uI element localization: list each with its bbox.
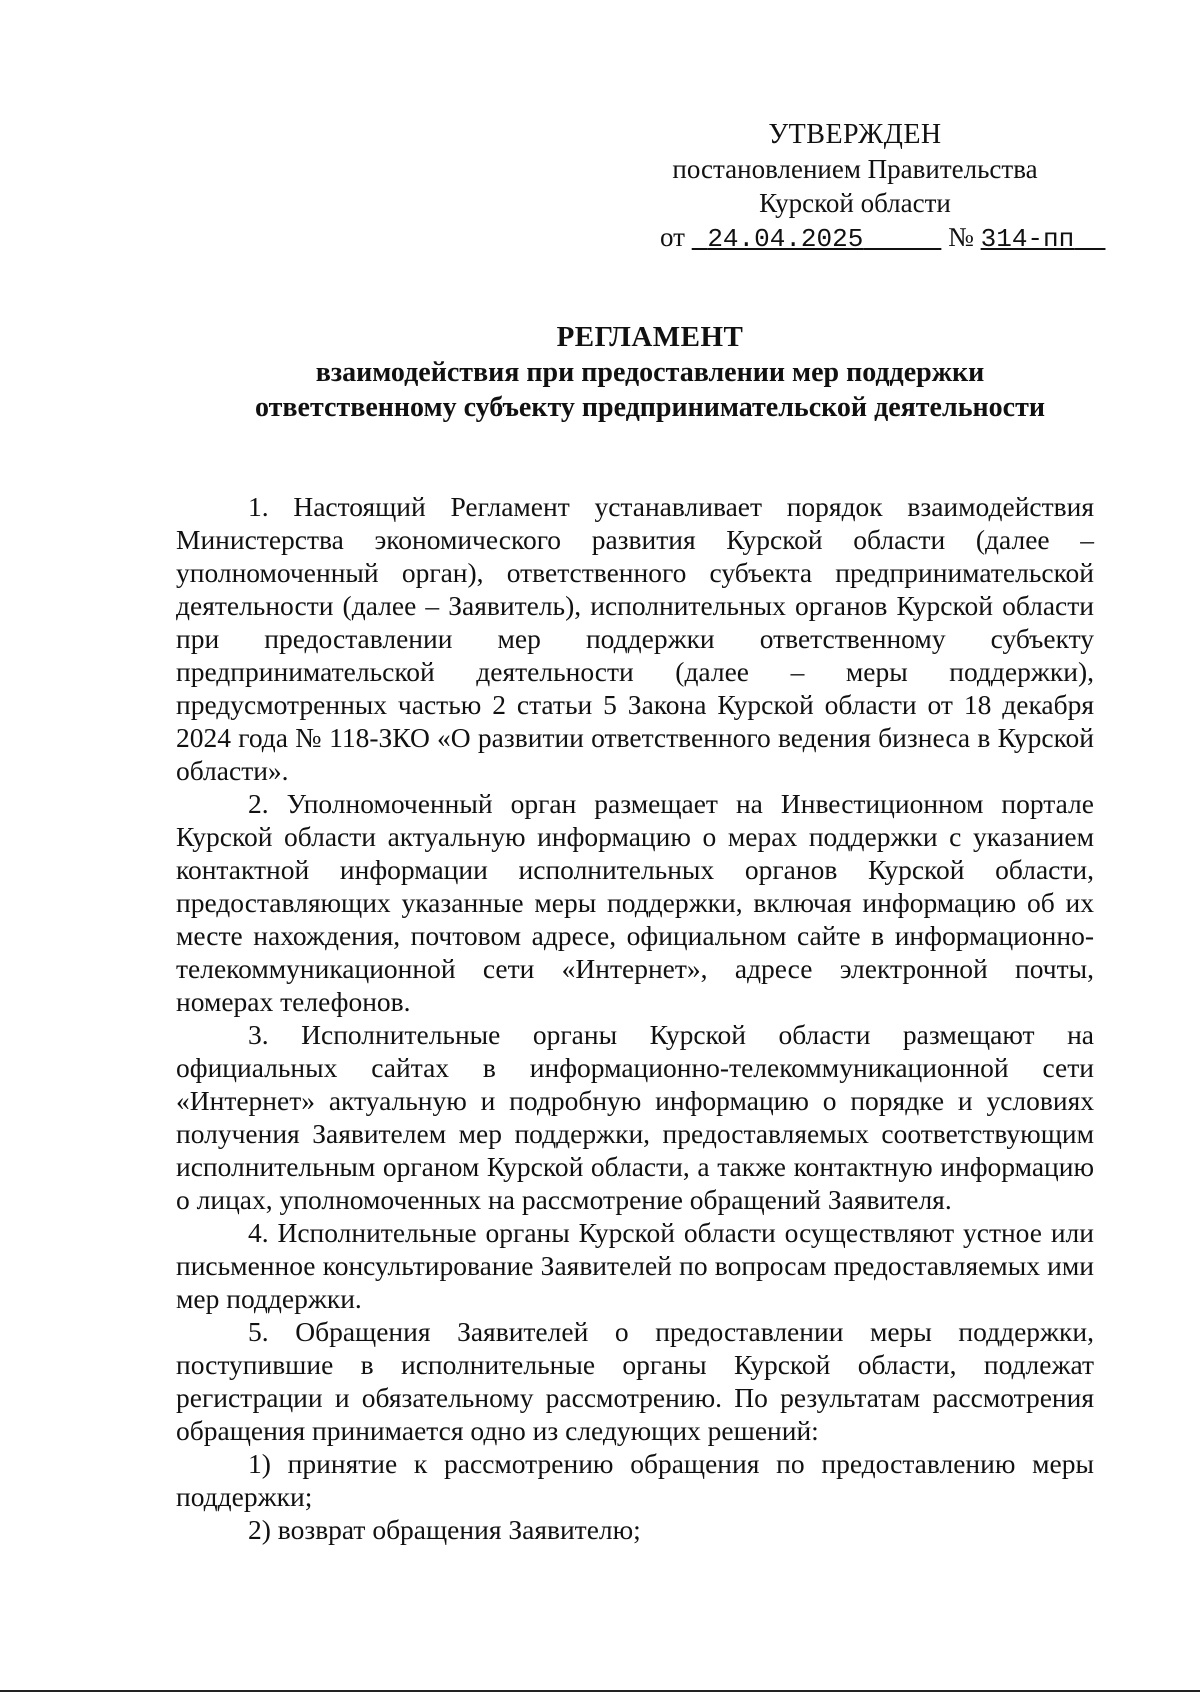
paragraph-1: 1. Настоящий Регламент устанавливает порядок взаимодействия Министерства экономического развития Курской области (далее – уполномоченный орган), ответственного субъекта предпринимательской деятельности (далее – Заявитель), исполнительных органов Курской области при предоставлении мер поддержки ответственному субъекту предпринимательской деятельности (далее – меры поддержки), предусмотренных частью 2 статьи 5 Закона Курской области от 18 декабря 2024 года № 118-ЗКО «О развитии ответственного ведения бизнеса в Курской области». (176, 491, 1094, 786)
paragraph-3: 3. Исполнительные органы Курской области размещают на официальных сайтах в информационно-телекоммуникационной сети «Интернет» актуальную и подробную информацию о порядке и условиях получения Заявителем мер поддержки, предоставляемых соответствующим исполнительным органом Курской области, а также контактную информацию о лицах, уполномоченных на рассмотрение обращений Заявителя. (176, 1019, 1094, 1215)
title-line-1: взаимодействия при предоставлении мер поддержки (315, 357, 985, 388)
approval-line-2: Курской области (759, 188, 951, 218)
paragraph-4: 4. Исполнительные органы Курской области осуществляют устное или письменное консультирование Заявителей по вопросам предоставляемых ими мер поддержки. (176, 1217, 1094, 1314)
document-body (176, 490, 1094, 1546)
page-bottom-border (0, 1690, 1200, 1692)
title-line-2: ответственному субъекту предпринимательской деятельности (255, 392, 1045, 423)
title-main: РЕГЛАМЕНТ (556, 321, 744, 353)
approval-line-1: постановлением Правительства (672, 154, 1038, 184)
approval-title: УТВЕРЖДЕН (768, 119, 942, 150)
list-item-1: 1) принятие к рассмотрению обращения по предоставлению меры поддержки; (176, 1448, 1094, 1512)
document-title (170, 320, 1130, 425)
approval-date-line (655, 220, 1075, 256)
date-prefix: от (660, 222, 685, 252)
list-item-2: 2) возврат обращения Заявителю; (248, 1514, 641, 1545)
paragraph-5: 5. Обращения Заявителей о предоставлении меры поддержки, поступившие в исполнительные органы Курской области, подлежат регистрации и обязательному рассмотрению. По результатам рассмотрения обращения принимается одно из следующих решений: (176, 1316, 1094, 1446)
approval-block (655, 118, 1075, 256)
paragraph-2: 2. Уполномоченный орган размещает на Инвестиционном портале Курской области актуальную информацию о мерах поддержки с указанием контактной информации исполнительных органов Курской области, предоставляющих указанные меры поддержки, включая информацию об их месте нахождения, почтовом адресе, официальном сайте в информационно-телекоммуникационной сети «Интернет», адресе электронной почты, номерах телефонов. (176, 788, 1094, 1017)
number-prefix: № (948, 222, 974, 252)
approval-number: 314-пп (980, 224, 1075, 254)
approval-date: 24.04.2025 (707, 224, 864, 254)
